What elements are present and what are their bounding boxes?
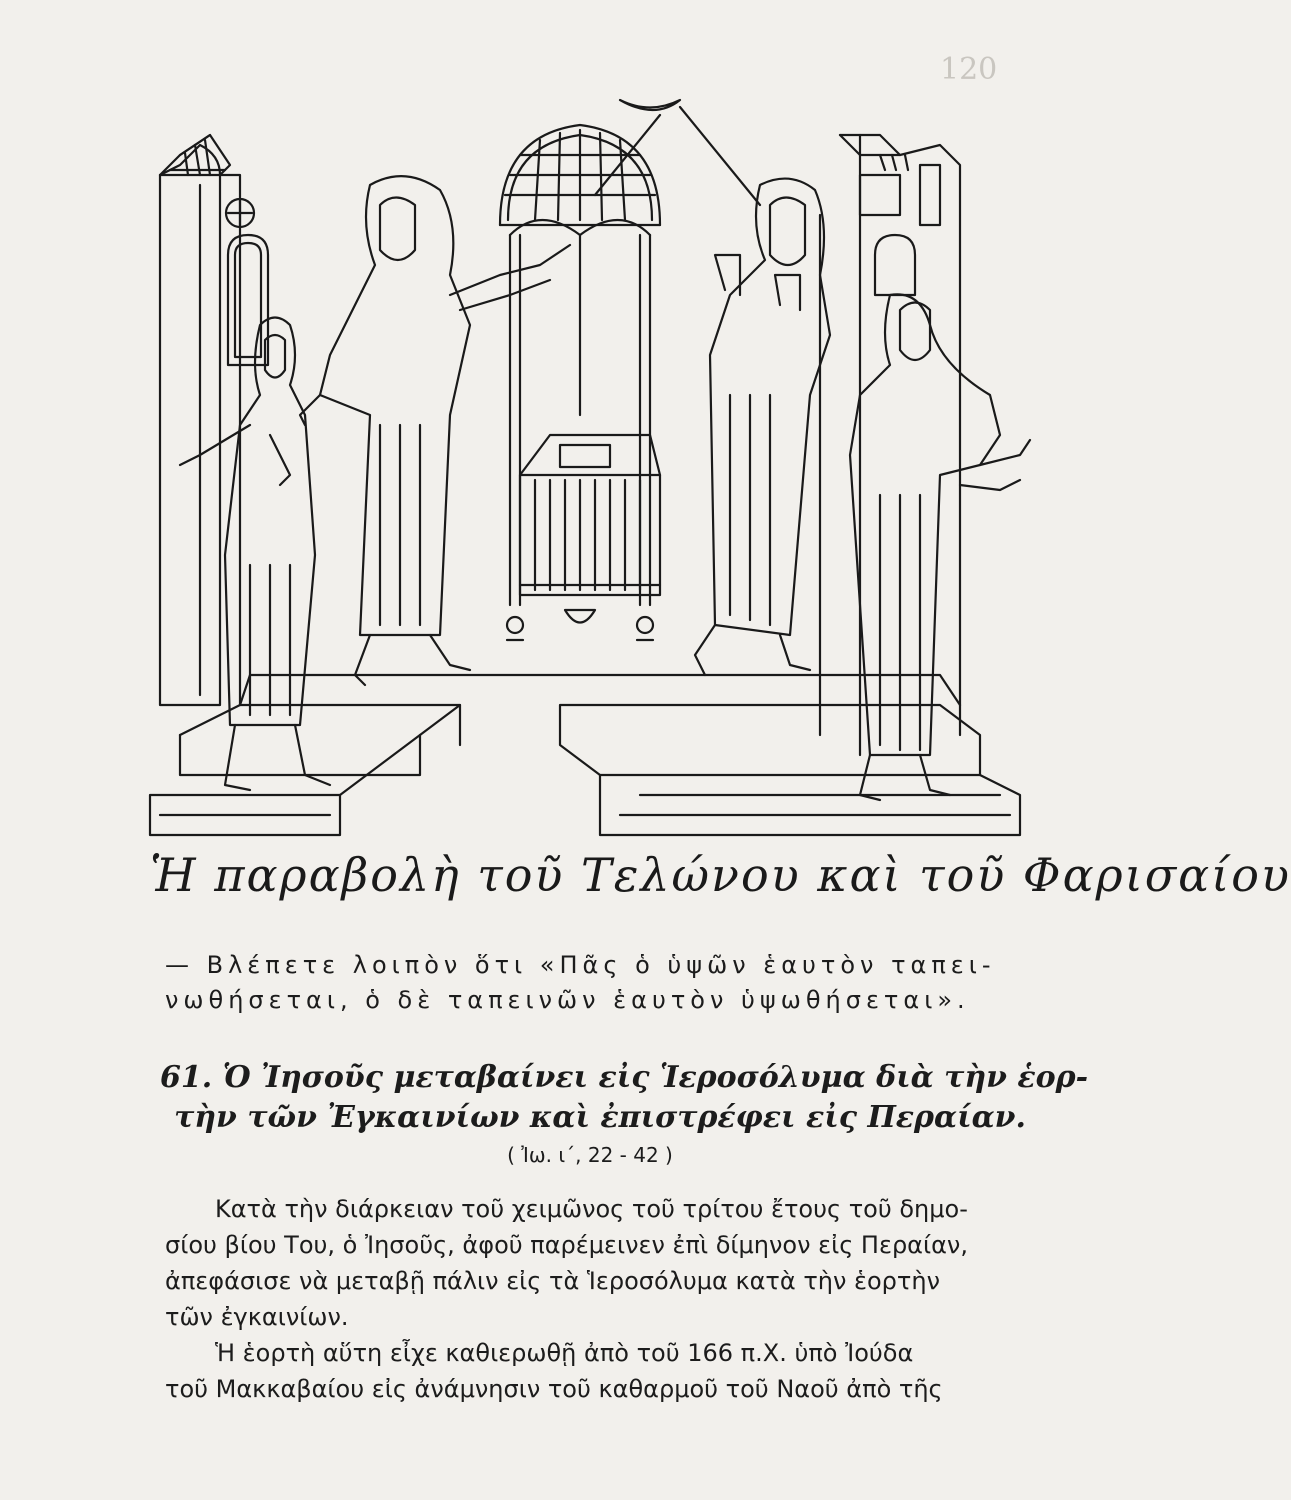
body-line: σίου βίου Του, ὁ Ἰησοῦς, ἀφοῦ παρέμεινεν ἐπὶ δίμηνον εἰς Περαίαν, [165,1231,968,1259]
scripture-reference: ( Ἰω. ι΄, 22 - 42 ) [507,1143,673,1167]
figure-pharisee-right [695,179,830,675]
body-line: τοῦ Μακκαβαίου εἰς ἀνάμνησιν τοῦ καθαρμοῦ τοῦ Ναοῦ ἀπὸ τῆς [165,1375,943,1403]
body-line: ἀπεφάσισε νὰ μεταβῇ πάλιν εἰς τὰ Ἱεροσόλυμα κατὰ τὴν ἑορτὴν [165,1267,940,1295]
quote-line-2: νωθήσεται, ὁ δὲ ταπεινῶν ἑαυτὸν ὑψωθήσεται». [165,986,970,1014]
right-building [820,135,960,755]
illustration-caption: Ἡ παραβολὴ τοῦ Τελώνου καὶ τοῦ Φαρισαίου [150,848,1291,902]
section-title-line-2: τὴν τῶν Ἐγκαινίων καὶ ἐπιστρέφει εἰς Περαίαν. [174,1100,1026,1135]
section-title-line-1: 61. Ὁ Ἰησοῦς μεταβαίνει εἰς Ἱεροσόλυμα διὰ τὴν ἑορ- [160,1060,1089,1095]
parable-illustration [140,95,1040,855]
figure-pharisee-left [300,176,570,685]
body-line: τῶν ἐγκαινίων. [165,1303,349,1331]
page-number: 120 [940,52,998,87]
figure-far-right [850,294,1030,800]
left-tower [160,135,268,705]
body-line: Ἡ ἑορτὴ αὕτη εἶχε καθιερωθῇ ἀπὸ τοῦ 166 π.Χ. ὑπὸ Ἰούδα [215,1339,914,1367]
figure-publican [180,318,330,791]
quote-line-1: — Βλέπετε λοιπὸν ὅτι «Πᾶς ὁ ὑψῶν ἑαυτὸν ταπει- [165,951,996,979]
body-line: Κατὰ τὴν διάρκειαν τοῦ χειμῶνος τοῦ τρίτου ἔτους τοῦ δημο- [215,1195,968,1223]
